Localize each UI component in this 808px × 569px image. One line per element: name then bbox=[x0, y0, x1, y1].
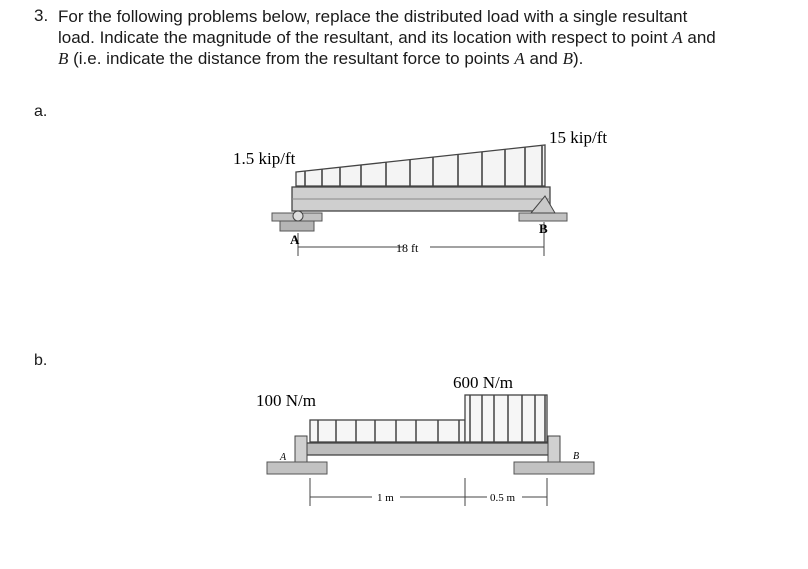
support-b-a-ground bbox=[267, 462, 327, 474]
load-a-right-label: 15 kip/ft bbox=[549, 128, 608, 147]
problem-line-3: B (i.e. indicate the distance from the resultant force to points A and B). bbox=[58, 49, 584, 68]
support-a-label: A bbox=[290, 232, 300, 247]
beam-b bbox=[302, 443, 556, 455]
problem-line-2: load. Indicate the magnitude of the resultant, and its location with respect to point A and bbox=[58, 28, 716, 47]
span-b2-label: 0.5 m bbox=[490, 492, 516, 504]
load-b-left-label: 100 N/m bbox=[256, 391, 316, 410]
problem-line-1: For the following problems below, replace the distributed load with a single resultant bbox=[58, 7, 688, 26]
part-b-label: b. bbox=[34, 352, 48, 369]
support-b-b-ground bbox=[514, 462, 594, 474]
load-b-uniform-small bbox=[310, 420, 465, 442]
part-a-label: a. bbox=[34, 103, 48, 120]
support-b-b-label: B bbox=[573, 451, 580, 462]
problem-number: 3. bbox=[34, 6, 49, 25]
span-b1-label: 1 m bbox=[377, 492, 394, 504]
support-b-label: B bbox=[539, 221, 548, 236]
span-a-label: 18 ft bbox=[396, 241, 419, 255]
support-b-a-label: A bbox=[280, 452, 287, 463]
load-b-right-label: 600 N/m bbox=[453, 373, 513, 392]
load-a-left-label: 1.5 kip/ft bbox=[233, 149, 296, 168]
